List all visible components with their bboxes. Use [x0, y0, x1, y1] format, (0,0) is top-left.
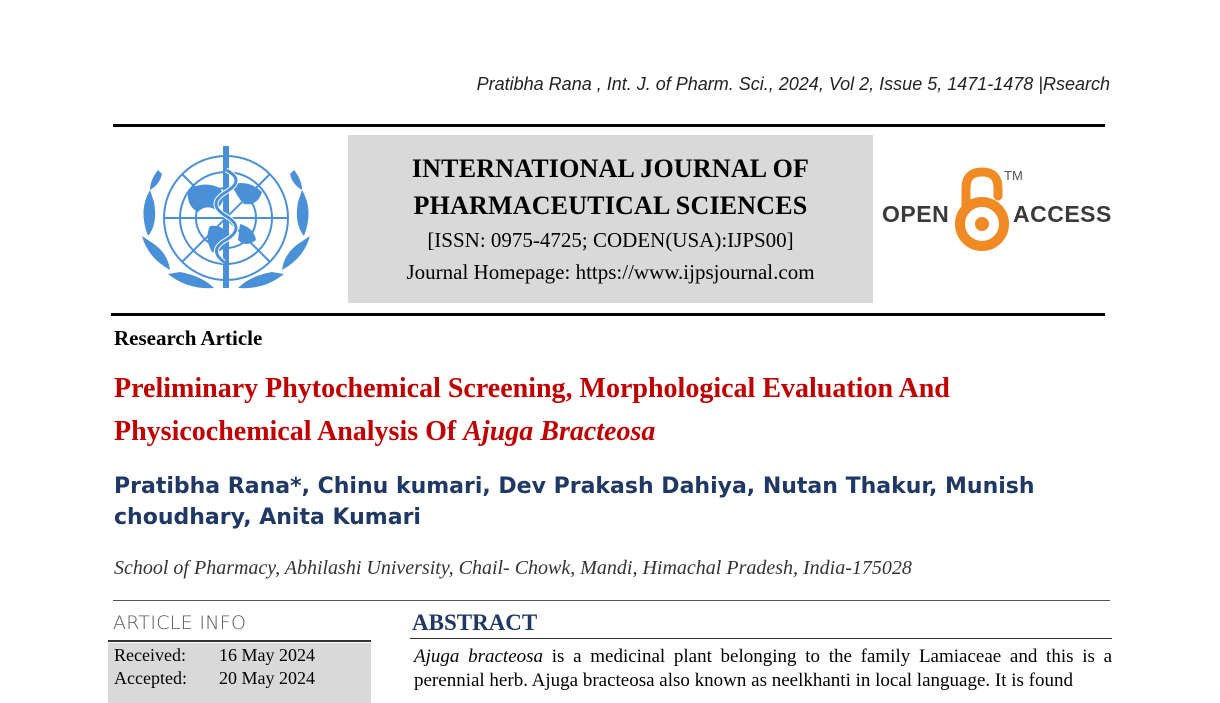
abstract-species-name: Ajuga bracteosa [414, 646, 544, 667]
journal-name-line1: INTERNATIONAL JOURNAL OF [411, 154, 810, 183]
section-divider [113, 600, 1110, 601]
received-row [114, 644, 315, 667]
abstract-rule [410, 638, 1112, 639]
who-emblem-logo [128, 140, 324, 305]
open-access-right-text: ACCESS [1013, 201, 1112, 227]
top-rule [113, 124, 1105, 127]
affiliation: School of Pharmacy, Abhilashi University, Chail- Chowk, Mandi, Himachal Pradesh, India-175028 [114, 557, 912, 579]
journal-homepage: Journal Homepage: https://www.ijpsjournal.com [406, 260, 815, 284]
accepted-label: Accepted: [114, 668, 187, 688]
article-info-rule [108, 640, 371, 642]
article-title-species: Ajuga Bracteosa [463, 416, 656, 447]
received-date: 16 May 2024 [219, 645, 315, 665]
abstract-body: is a medicinal plant belonging to the family Lamiaceae and this is a perennial herb. Ajuga bracteosa also known as neelkhanti in local language. It is found [414, 646, 1112, 691]
accepted-row [114, 667, 315, 690]
received-label: Received: [114, 645, 186, 665]
article-info-box [108, 643, 371, 703]
citation-header: Pratibha Rana , Int. J. of Pharm. Sci., 2024, Vol 2, Issue 5, 1471-1478 |Rsearch [476, 74, 1110, 94]
trademark-mark: TM [1004, 168, 1023, 183]
accepted-date: 20 May 2024 [219, 668, 315, 688]
masthead-bottom-rule [111, 313, 1105, 316]
article-type: Research Article [114, 326, 263, 350]
open-lock-icon [952, 166, 1012, 256]
abstract-text [414, 645, 1112, 693]
author-list: Pratibha Rana*, Chinu kumari, Dev Prakash Dahiya, Nutan Thakur, Munish choudhary, Anita Kumari [114, 474, 1035, 530]
article-info-heading: ARTICLE INFO [113, 612, 247, 634]
abstract-heading: ABSTRACT [412, 610, 538, 635]
journal-issn: [ISSN: 0975-4725; CODEN(USA):IJPS00] [427, 228, 794, 252]
open-access-left-text: OPEN [882, 201, 950, 227]
open-access-logo [880, 166, 1110, 256]
article-title-main: Preliminary Phytochemical Screening, Morphological Evaluation And Physicochemical Analysis Of [114, 373, 950, 447]
journal-name [348, 150, 873, 224]
journal-masthead [348, 135, 873, 303]
journal-name-line2: PHARMACEUTICAL SCIENCES [413, 191, 808, 220]
article-title [114, 367, 1104, 453]
